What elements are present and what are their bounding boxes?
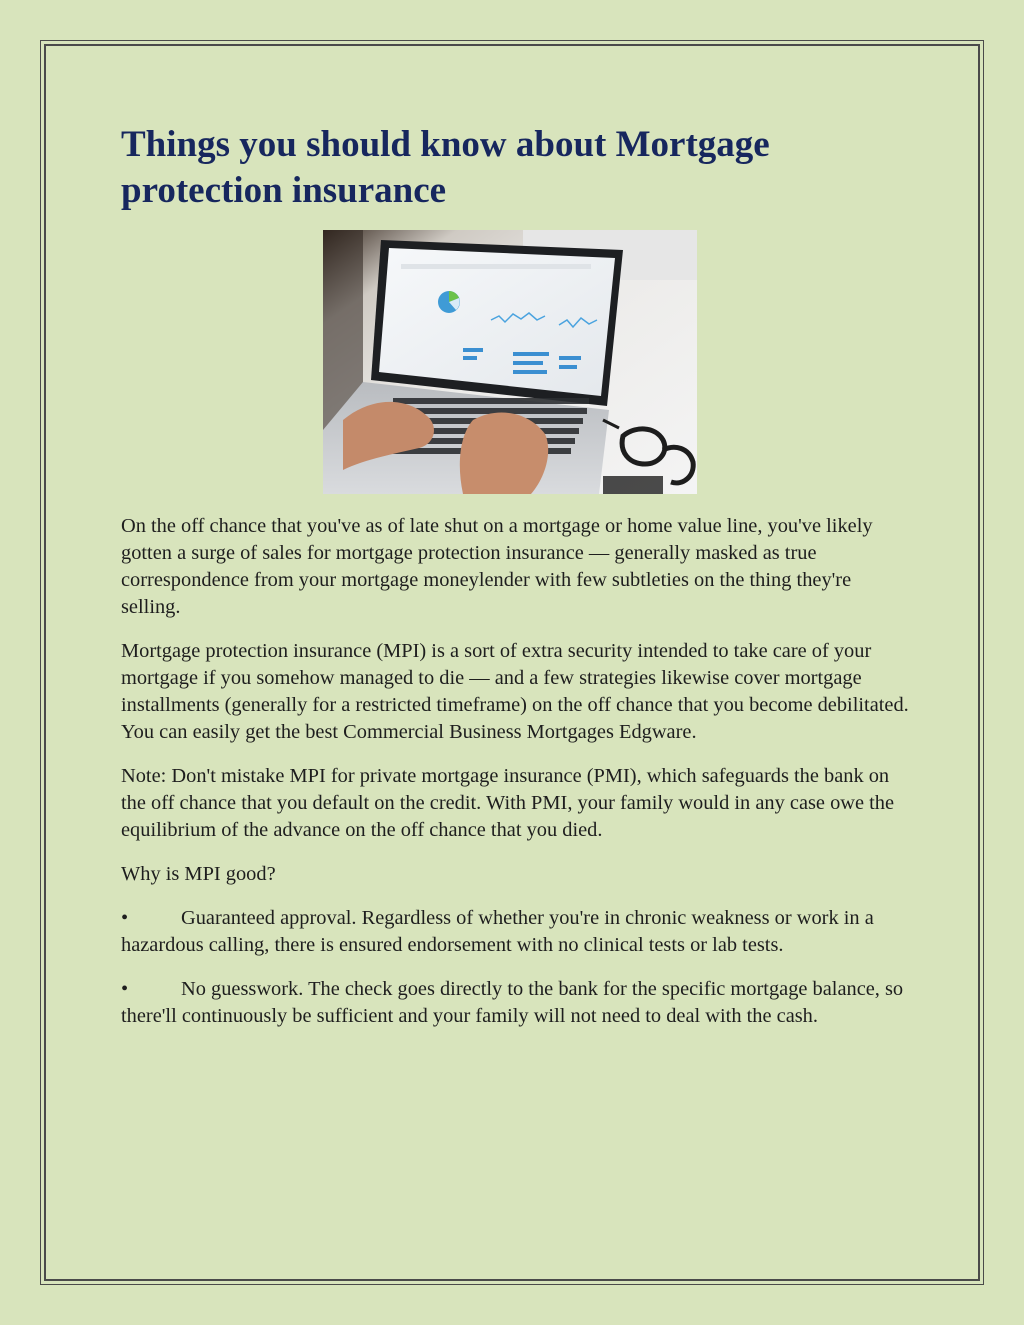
paragraph: On the off chance that you've as of late shut on a mortgage or home value line, you've likely gotten a surge of sales for mortgage protection insurance — generally masked as true correspondence from your mortgage moneylender with few subtleties on the thing they're selling. xyxy=(121,515,873,618)
bullet-icon: • xyxy=(121,978,129,1000)
laptop-photo-icon xyxy=(323,230,697,494)
paragraph: Note: Don't mistake MPI for private mortgage insurance (PMI), which safeguards the bank on the off chance that you default on the credit. With PMI, your family would in any case owe the equilibrium of the advance on the off chance that you died. xyxy=(121,765,895,841)
bullet-icon: • xyxy=(121,907,129,929)
document-header xyxy=(121,122,911,214)
hero-image xyxy=(323,230,697,494)
list-item xyxy=(121,905,911,959)
page-title: Things you should know about Mortgage protection insurance xyxy=(121,124,770,211)
article-body xyxy=(121,513,911,1047)
list-item-text: Guaranteed approval. Regardless of whether you're in chronic weakness or work in a hazardous calling, there is ensured endorsement with no clinical tests or lab tests. xyxy=(121,907,874,956)
paragraph: Mortgage protection insurance (MPI) is a sort of extra security intended to take care of your mortgage if you somehow managed to die — and a few strategies likewise cover mortgage installments (generally for a restricted timeframe) on the off chance that you become debilitated. You can easily get the best Commercial Business Mortgages Edgware. xyxy=(121,640,909,743)
list-item-text: No guesswork. The check goes directly to the bank for the specific mortgage balance, so there'll continuously be sufficient and your family will not need to deal with the cash. xyxy=(121,978,904,1027)
list-item xyxy=(121,976,911,1030)
subheading: Why is MPI good? xyxy=(121,863,276,885)
